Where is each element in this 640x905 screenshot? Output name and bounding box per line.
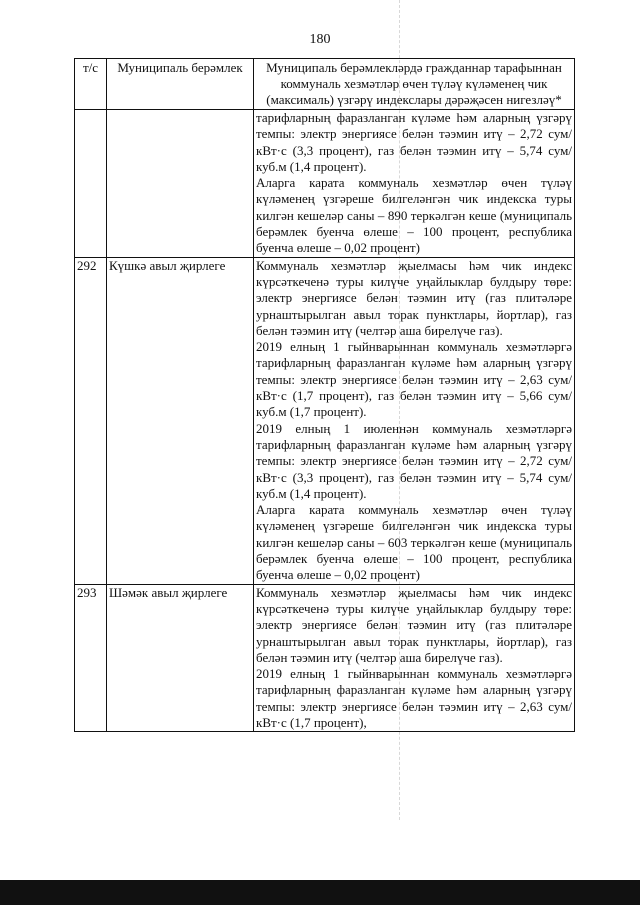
row-number: 293 — [75, 584, 107, 732]
row-municipality — [107, 110, 254, 258]
row-municipality: Шәмәк авыл җирлеге — [107, 584, 254, 732]
description-paragraph: 2019 елның 1 гыйнварыннан коммуналь хезмәтләргә тарифларның фаразланган күләме һәм аларның үзгәрү темпы: электр энергиясе белән тәэмин итү – 2,63 сум/кВт·с (1,7 процент), газ белән тәэмин итү – 5,66 сум/куб.м (1,7 процент). — [256, 339, 572, 420]
header-description: Муниципаль берәмлекләрдә гражданнар тарафыннан коммуналь хезмәтләр өчен түләү күләменең чик (максималь) үзгәрү индекслары дәрәҗәсен нигезләү* — [254, 59, 575, 110]
row-description — [254, 584, 575, 732]
header-municipality: Муниципаль берәмлек — [107, 59, 254, 110]
row-number: 292 — [75, 257, 107, 584]
table-row — [75, 584, 575, 732]
description-paragraph: Коммуналь хезмәтләр җыелмасы һәм чик индекс күрсәткеченә туры килүче уңайлыклар булдыру төре: электр энергиясе белән тәэмин итү (газ плитәләре урнаштырылган авыл торак пунктлары, йортлар), газ белән тәэмин итү (челтәр аша бирелүче газ). — [256, 584, 572, 665]
municipal-tariff-table — [74, 58, 575, 732]
row-municipality: Күшкә авыл җирлеге — [107, 257, 254, 584]
description-paragraph: тарифларның фаразланган күләме һәм аларның үзгәрү темпы: электр энергиясе белән тәэмин итү – 2,72 сум/кВт·с (3,3 процент), газ белән тәэмин итү – 5,74 сум/куб.м (1,4 процент). — [256, 110, 572, 174]
page-number: 180 — [309, 32, 331, 47]
table-header-row — [75, 59, 575, 110]
table-row — [75, 110, 575, 258]
description-paragraph: Коммуналь хезмәтләр җыелмасы һәм чик индекс күрсәткеченә туры килүче уңайлыклар булдыру төре: электр энергиясе белән тәэмин итү (газ плитәләре урнаштырылган авыл торак пунктлары, йортлар), газ белән тәэмин итү (челтәр аша бирелүче газ). — [256, 257, 572, 338]
header-number: т/с — [75, 59, 107, 110]
row-description — [254, 110, 575, 258]
table-row — [75, 257, 575, 584]
row-description — [254, 257, 575, 584]
scan-border — [0, 880, 640, 905]
description-paragraph: 2019 елның 1 июленнән коммуналь хезмәтләргә тарифларның фаразланган күләме һәм аларның үзгәрү темпы: электр энергиясе белән тәэмин итү – 2,72 сум/кВт·с (3,3 процент), газ белән тәэмин итү – 5,74 сум/куб.м (1,4 процент). — [256, 420, 572, 501]
description-paragraph: Аларга карата коммуналь хезмәтләр өчен түләү күләменең үзгәреше билгеләнгән чик индекска туры килгән кешеләр саны – 603 теркәлгән кеше (муниципаль берәмлек буенча өлеше – 100 процент, республика буенча өлеше – 0,02 процент) — [256, 502, 572, 583]
description-paragraph: 2019 елның 1 гыйнварыннан коммуналь хезмәтләргә тарифларның фаразланган күләме һәм аларның үзгәрү темпы: электр энергиясе белән тәэмин итү – 2,63 сум/кВт·с (1,7 процент), — [256, 666, 572, 730]
row-number — [75, 110, 107, 258]
description-paragraph: Аларга карата коммуналь хезмәтләр өчен түләү күләменең үзгәреше билгеләнгән чик индекска туры килгән кешеләр саны – 890 теркәлгән кеше (муниципаль берәмлек буенча өлеше – 100 процент, республика буенча өлеше – 0,02 процент) — [256, 175, 572, 256]
